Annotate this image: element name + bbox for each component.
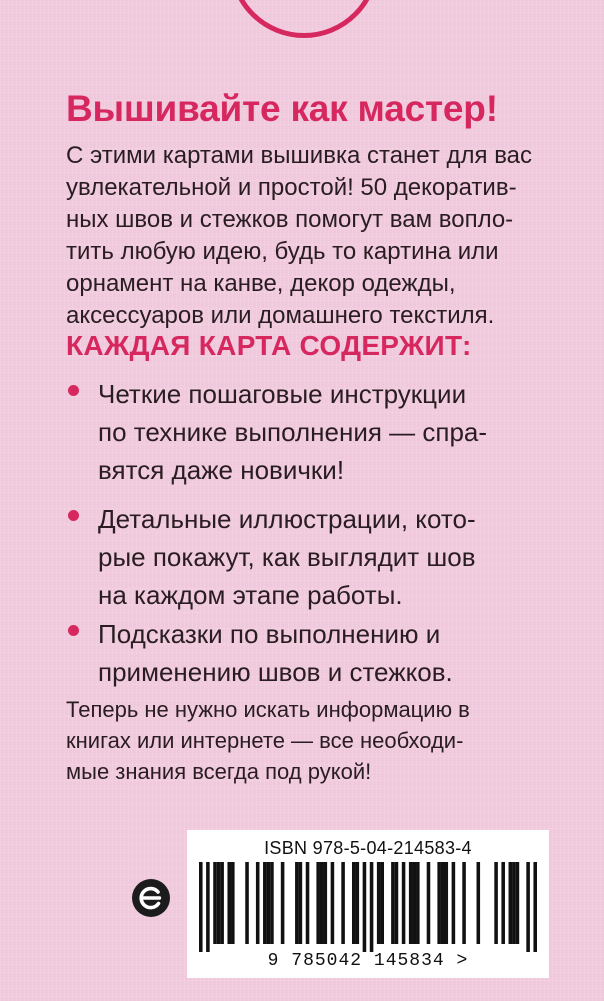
bullet-dot-icon: [68, 385, 79, 396]
barcode-bar: [256, 862, 260, 944]
outro-line: книгах или интернете — все необходи-: [66, 728, 464, 753]
barcode-bar: [217, 862, 221, 944]
barcode-bar: [437, 862, 441, 944]
intro-line: орнамент на канве, декор одежды,: [66, 270, 456, 297]
subheading: КАЖДАЯ КАРТА СОДЕРЖИТ:: [66, 330, 472, 361]
intro-line: ных швов и стежков помогут вам вопло-: [66, 206, 514, 233]
barcode-bar: [220, 862, 224, 944]
bullet-line: вятся даже новички!: [98, 455, 345, 485]
barcode-bar: [462, 862, 466, 944]
barcode-bar: [341, 862, 345, 944]
barcode-bar: [316, 862, 320, 944]
barcode-bar: [295, 862, 299, 944]
barcode-bar: [231, 862, 235, 944]
intro-line: увлекательной и простой! 50 декоратив-: [66, 174, 517, 201]
barcode-bar: [409, 862, 413, 944]
barcode-bar: [526, 862, 530, 952]
barcode-bar: [363, 862, 367, 952]
intro-line: аксессуаров или домашнего текстиля.: [66, 302, 495, 329]
barcode-bar: [494, 862, 498, 944]
barcode: [199, 862, 537, 952]
barcode-bar: [281, 862, 285, 944]
barcode-bar: [227, 862, 231, 944]
barcode-bar: [516, 862, 520, 944]
barcode-bar: [533, 862, 537, 952]
barcode-bar: [412, 862, 416, 944]
intro-line: С этими картами вышивка станет для вас: [66, 142, 533, 169]
barcode-bar: [380, 862, 384, 944]
outro-line: Теперь не нужно искать информацию в: [66, 697, 470, 722]
bullet-dot-icon: [68, 625, 79, 636]
barcode-bar: [263, 862, 267, 944]
outro-line: мые знания всегда под рукой!: [66, 759, 372, 784]
barcode-bar: [416, 862, 420, 944]
barcode-bar: [356, 862, 360, 944]
barcode-bar: [267, 862, 271, 944]
decorative-ring: [229, 0, 379, 38]
barcode-bar: [444, 862, 448, 944]
bullet-text: [98, 375, 487, 489]
barcode-bar: [370, 862, 374, 952]
bullet-dot-icon: [68, 510, 79, 521]
bullet-line: Детальные иллюстрации, кото-: [98, 504, 476, 534]
barcode-bar: [402, 862, 406, 944]
barcode-bar: [377, 862, 381, 944]
barcode-label: [187, 830, 549, 978]
publisher-logo-icon: [131, 878, 171, 918]
barcode-bar: [427, 862, 431, 944]
barcode-bar: [441, 862, 445, 944]
bullet-line: Четкие пошаговые инструкции: [98, 379, 467, 409]
barcode-bar: [299, 862, 303, 944]
bullet-text: [98, 500, 476, 614]
barcode-bar: [501, 862, 505, 944]
barcode-bar: [270, 862, 274, 944]
barcode-bar: [199, 862, 203, 952]
barcode-bar: [391, 862, 395, 944]
barcode-bar: [206, 862, 210, 952]
barcode-bar: [509, 862, 513, 944]
bullet-line: применению швов и стежков.: [98, 657, 453, 687]
barcode-bar: [352, 862, 356, 944]
barcode-bar: [331, 862, 335, 944]
outro-paragraph: [66, 694, 566, 787]
intro-line: тить любую идею, будь то картина или: [66, 238, 499, 265]
bullet-line: на каждом этапе работы.: [98, 580, 403, 610]
barcode-bar: [452, 862, 456, 944]
barcode-bar: [477, 862, 481, 944]
barcode-bar: [512, 862, 516, 944]
bullet-line: по технике выполнения — спра-: [98, 417, 488, 447]
intro-paragraph: [66, 140, 566, 332]
barcode-bar: [213, 862, 217, 944]
barcode-bar: [245, 862, 249, 944]
bullet-line: Подсказки по выполнению и: [98, 619, 441, 649]
ean-digits: 9 785042 145834 >: [267, 951, 469, 971]
headline: Вышивайте как мастер!: [66, 88, 498, 129]
bullet-line: рые покажут, как выглядит шов: [98, 542, 476, 572]
barcode-bar: [306, 862, 310, 944]
barcode-bar: [324, 862, 328, 944]
barcode-bar: [320, 862, 324, 944]
isbn-text: ISBN 978-5-04-214583-4: [264, 838, 472, 858]
bullet-text: [98, 615, 453, 691]
barcode-bar: [395, 862, 399, 944]
